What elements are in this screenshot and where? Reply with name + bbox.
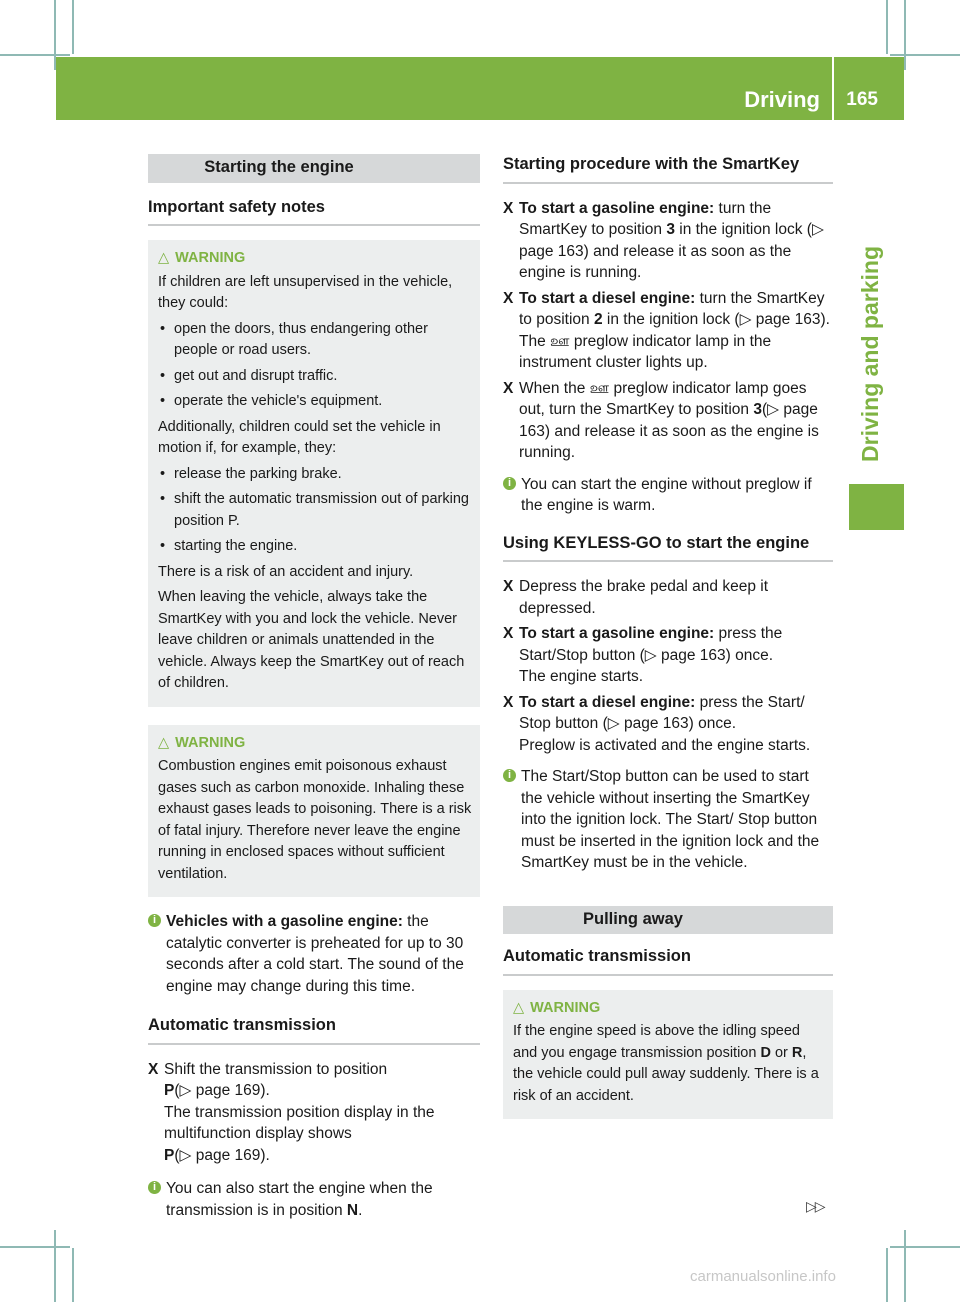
step-bold: To start a diesel engine:: [519, 693, 696, 711]
heading-keyless-go: Using KEYLESS-GO to start the engine: [503, 521, 833, 563]
page-number: 165: [846, 89, 878, 110]
step-item: [503, 623, 833, 688]
step-text: Depress the brake pedal and keep it depressed.: [519, 578, 769, 617]
warning-text-part: , the vehicle could pull away suddenly. There is a risk of an accident.: [513, 1044, 819, 1104]
warning-text-part: or: [770, 1044, 792, 1061]
step-bold: To start a gasoline engine:: [519, 625, 715, 642]
step-marker: X: [503, 578, 514, 595]
step-text: Shift the transmission to position: [164, 1060, 388, 1078]
header-separator: [832, 57, 834, 120]
step-result: The engine starts.: [519, 668, 644, 685]
continued-icon: ▷▷: [806, 1198, 824, 1214]
warning-title: WARNING: [175, 250, 246, 266]
crop-mark: [72, 0, 74, 54]
heading-automatic-transmission: Automatic transmission: [148, 1001, 480, 1045]
warning-header: [158, 733, 472, 755]
info-note: [148, 1178, 480, 1221]
step-bold: To start a diesel engine:: [519, 289, 696, 307]
bullet-item: • release the parking brake.: [158, 464, 472, 486]
info-icon: i: [148, 1181, 161, 1194]
info-text: the catalytic converter is preheated for up to 30 seconds after a cold start. The sound of the engine may change during this time.: [166, 913, 464, 995]
warning-header: [158, 248, 472, 270]
section-bar-title: Starting the engine: [204, 158, 354, 176]
position-label: R: [791, 1044, 803, 1061]
crop-mark: [886, 1248, 888, 1302]
section-bar: [503, 906, 833, 935]
warning-text-part: If the engine speed is above the idling speed and you engage transmission position: [513, 1023, 800, 1061]
position-label: 3: [666, 221, 675, 238]
warning-text: Additionally, children could set the vehicle in motion if, for example, they:: [158, 418, 441, 456]
bullet-item: • operate the vehicle's equipment.: [158, 391, 472, 413]
position-label: P: [164, 1146, 175, 1164]
crop-mark: [890, 1246, 960, 1248]
warning-text: If children are left unsupervised in the vehicle, they could:: [158, 273, 453, 311]
warning-box: [148, 240, 480, 707]
position-label: 2: [593, 311, 603, 328]
preglow-icon: ஊ: [589, 379, 610, 397]
warning-title: WARNING: [175, 734, 246, 751]
warning-header: [513, 998, 825, 1020]
info-note: [503, 766, 833, 874]
info-note: [503, 474, 833, 517]
step-text: press the Start/ Stop button (▷ page 163) once.: [519, 693, 805, 732]
bullet-item: • shift the automatic transmission out of parking position P.: [158, 489, 472, 532]
info-icon: i: [148, 914, 161, 927]
position-label: D: [760, 1044, 771, 1061]
position-label: N: [346, 1201, 359, 1219]
spacer: [503, 184, 833, 194]
step-text: (▷ page 163) and release it as soon as the engine is running.: [519, 401, 819, 461]
heading-smartkey: Starting procedure with the SmartKey: [503, 154, 833, 184]
info-icon: i: [503, 769, 516, 782]
warning-text: There is a risk of an accident and injury.: [158, 563, 414, 580]
step-marker: X: [503, 379, 514, 397]
step-item: [503, 692, 833, 757]
bullet-item: • open the doors, thus endangering other people or road users.: [158, 319, 472, 362]
page-ref: (▷ page 169).: [174, 1082, 270, 1099]
step-result: The: [519, 332, 551, 350]
step-item: [148, 1059, 480, 1167]
info-note: [148, 911, 480, 997]
warning-text: [513, 1021, 825, 1107]
preglow-icon: ஊ: [550, 332, 570, 350]
warning-icon: △: [513, 999, 525, 1016]
crop-mark: [890, 54, 960, 56]
step-result: preglow indicator lamp in the instrument cluster lights up.: [519, 332, 772, 371]
right-column: [503, 154, 833, 1119]
step-item: [503, 288, 833, 374]
warning-text: Combustion engines emit poisonous exhaust gases such as carbon monoxide. Inhaling these exhaust gases leads to poisoning. There is a risk of fatal injury. Therefore never leave the engine running in enclosed spaces without sufficient ventilation.: [158, 758, 472, 882]
warning-box: [148, 725, 480, 898]
step-bold: To start a gasoline engine:: [519, 199, 715, 217]
step-marker: X: [148, 1060, 159, 1078]
warning-icon: △: [158, 250, 170, 266]
warning-icon: △: [158, 734, 170, 751]
step-item: [503, 576, 833, 619]
page-ref: (▷ page 169).: [174, 1146, 270, 1164]
crop-mark: [72, 1248, 74, 1302]
header-bar: [56, 57, 904, 120]
bullet-item: • get out and disrupt traffic.: [158, 366, 472, 388]
section-bar-title: Pulling away: [583, 909, 683, 928]
crop-mark: [904, 0, 906, 70]
position-label: P: [164, 1082, 175, 1099]
section-title: Driving: [744, 87, 820, 112]
crop-mark: [904, 1230, 906, 1302]
step-text: in the ignition lock (▷ page 163) and release it as soon as the engine is running.: [519, 221, 824, 281]
info-text: The Start/Stop button can be used to start the vehicle without inserting the SmartKey into the ignition lock. The Start/ Stop button must be inserted in the ignition lock and the SmartKey must be in the vehicle.: [521, 768, 820, 871]
warning-text: When leaving the vehicle, always take the SmartKey with you and lock the vehicle. Never leave children or animals unattended in the vehicle. Always keep the SmartKey out of reach of children.: [158, 589, 465, 691]
info-bold: Vehicles with a gasoline engine:: [166, 913, 403, 930]
left-column: [148, 154, 480, 1225]
info-text: .: [358, 1201, 363, 1219]
watermark: carmanualsonline.info: [690, 1268, 836, 1285]
bullet-item: • starting the engine.: [158, 536, 472, 558]
crop-mark: [0, 54, 70, 56]
section-bar: [148, 154, 480, 183]
chapter-marker: [849, 484, 904, 530]
side-tab: [849, 120, 904, 480]
step-text: turn the SmartKey to position: [519, 289, 825, 328]
info-text: You can also start the engine when the transmission is in position: [166, 1180, 433, 1219]
info-icon: i: [503, 477, 516, 490]
info-text: You can start the engine without preglow if the engine is warm.: [521, 475, 812, 514]
step-result: The transmission position display in the multifunction display shows: [164, 1103, 435, 1142]
crop-mark: [0, 1246, 70, 1248]
step-text: When the: [519, 379, 590, 397]
crop-mark: [54, 1230, 56, 1302]
step-item: [503, 198, 833, 284]
step-marker: X: [503, 199, 514, 217]
step-text: preglow indicator lamp goes out, turn the SmartKey to position: [519, 379, 807, 418]
step-marker: X: [503, 625, 514, 642]
step-item: [503, 378, 833, 464]
step-result: Preglow is activated and the engine starts.: [519, 736, 811, 754]
step-text: press the Start/Stop button (▷ page 163) once.: [519, 625, 783, 664]
heading-automatic-transmission: Automatic transmission: [503, 934, 833, 976]
step-marker: X: [503, 289, 514, 307]
position-label: 3: [753, 401, 762, 418]
heading-safety: Important safety notes: [148, 183, 480, 227]
spacer: [148, 1045, 480, 1055]
step-text: turn the SmartKey to position: [519, 199, 772, 238]
step-text: in the ignition lock (▷ page 163).: [602, 311, 830, 328]
warning-title: WARNING: [530, 999, 601, 1016]
side-tab-label: Driving and parking: [857, 246, 883, 462]
crop-mark: [886, 0, 888, 54]
step-marker: X: [503, 693, 514, 711]
spacer: [503, 562, 833, 572]
warning-box: [503, 990, 833, 1120]
